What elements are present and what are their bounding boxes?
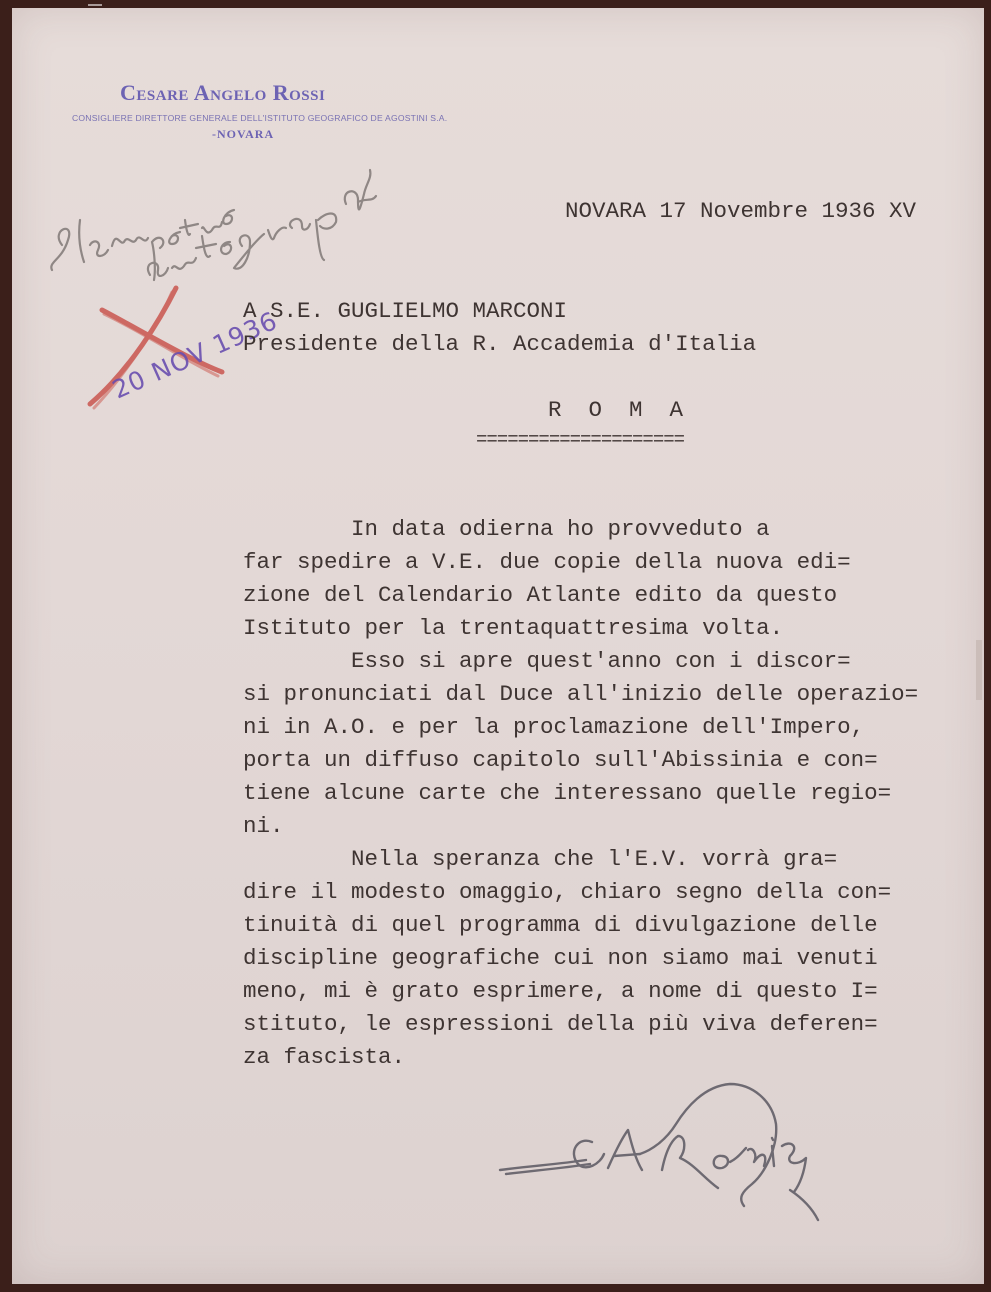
body-line: tiene alcune carte che interessano quelle regio=: [243, 780, 892, 806]
body-line: si pronunciati dal Duce all'inizio delle operazio=: [243, 681, 919, 707]
body-line: Esso si apre quest'anno con i discor=: [243, 648, 851, 674]
body-line: discipline geografiche cui non siamo mai venuti: [243, 945, 878, 971]
body-line: zione del Calendario Atlante edito da questo: [243, 582, 838, 608]
body-line: far spedire a V.E. due copie della nuova edi=: [243, 549, 851, 575]
body-line: tinuità di quel programma di divulgazione delle: [243, 912, 878, 938]
body-line: ni.: [243, 813, 284, 839]
letter-body: [243, 513, 918, 1074]
sheet-edge: [976, 640, 982, 700]
letterhead-title: CONSIGLIERE DIRETTORE GENERALE DELL'ISTITUTO GEOGRAFICO DE AGOSTINI S.A.: [72, 113, 448, 123]
handwritten-signature: [490, 1080, 850, 1230]
letterhead-name: Cesare Angelo Rossi: [120, 80, 326, 105]
received-date-stamp: 20 NOV 1936: [108, 305, 282, 405]
corner-mark: [86, 0, 104, 10]
letterhead-city: -NOVARA: [212, 127, 275, 141]
body-line: dire il modesto omaggio, chiaro segno della con=: [243, 879, 892, 905]
body-line: stituto, le espressioni della più viva deferen=: [243, 1011, 878, 1037]
body-line: Istituto per la trentaquattresima volta.: [243, 615, 784, 641]
body-line: Nella speranza che l'E.V. vorrà gra=: [243, 846, 838, 872]
body-line: za fascista.: [243, 1044, 406, 1070]
recipient-title: Presidente della R. Accademia d'Italia: [243, 331, 757, 357]
recipient-city: R O M A: [548, 397, 684, 423]
recipient-name: A S.E. GUGLIELMO MARCONI: [243, 298, 568, 324]
letter-date: NOVARA 17 Novembre 1936 XV: [565, 198, 917, 224]
body-line: In data odierna ho provveduto a: [243, 516, 770, 542]
body-line: ni in A.O. e per la proclamazione dell'Impero,: [243, 714, 865, 740]
separator-line: ====================: [476, 429, 685, 451]
body-line: porta un diffuso capitolo sull'Abissinia e con=: [243, 747, 878, 773]
body-line: meno, mi è grato esprimere, a nome di questo I=: [243, 978, 878, 1004]
